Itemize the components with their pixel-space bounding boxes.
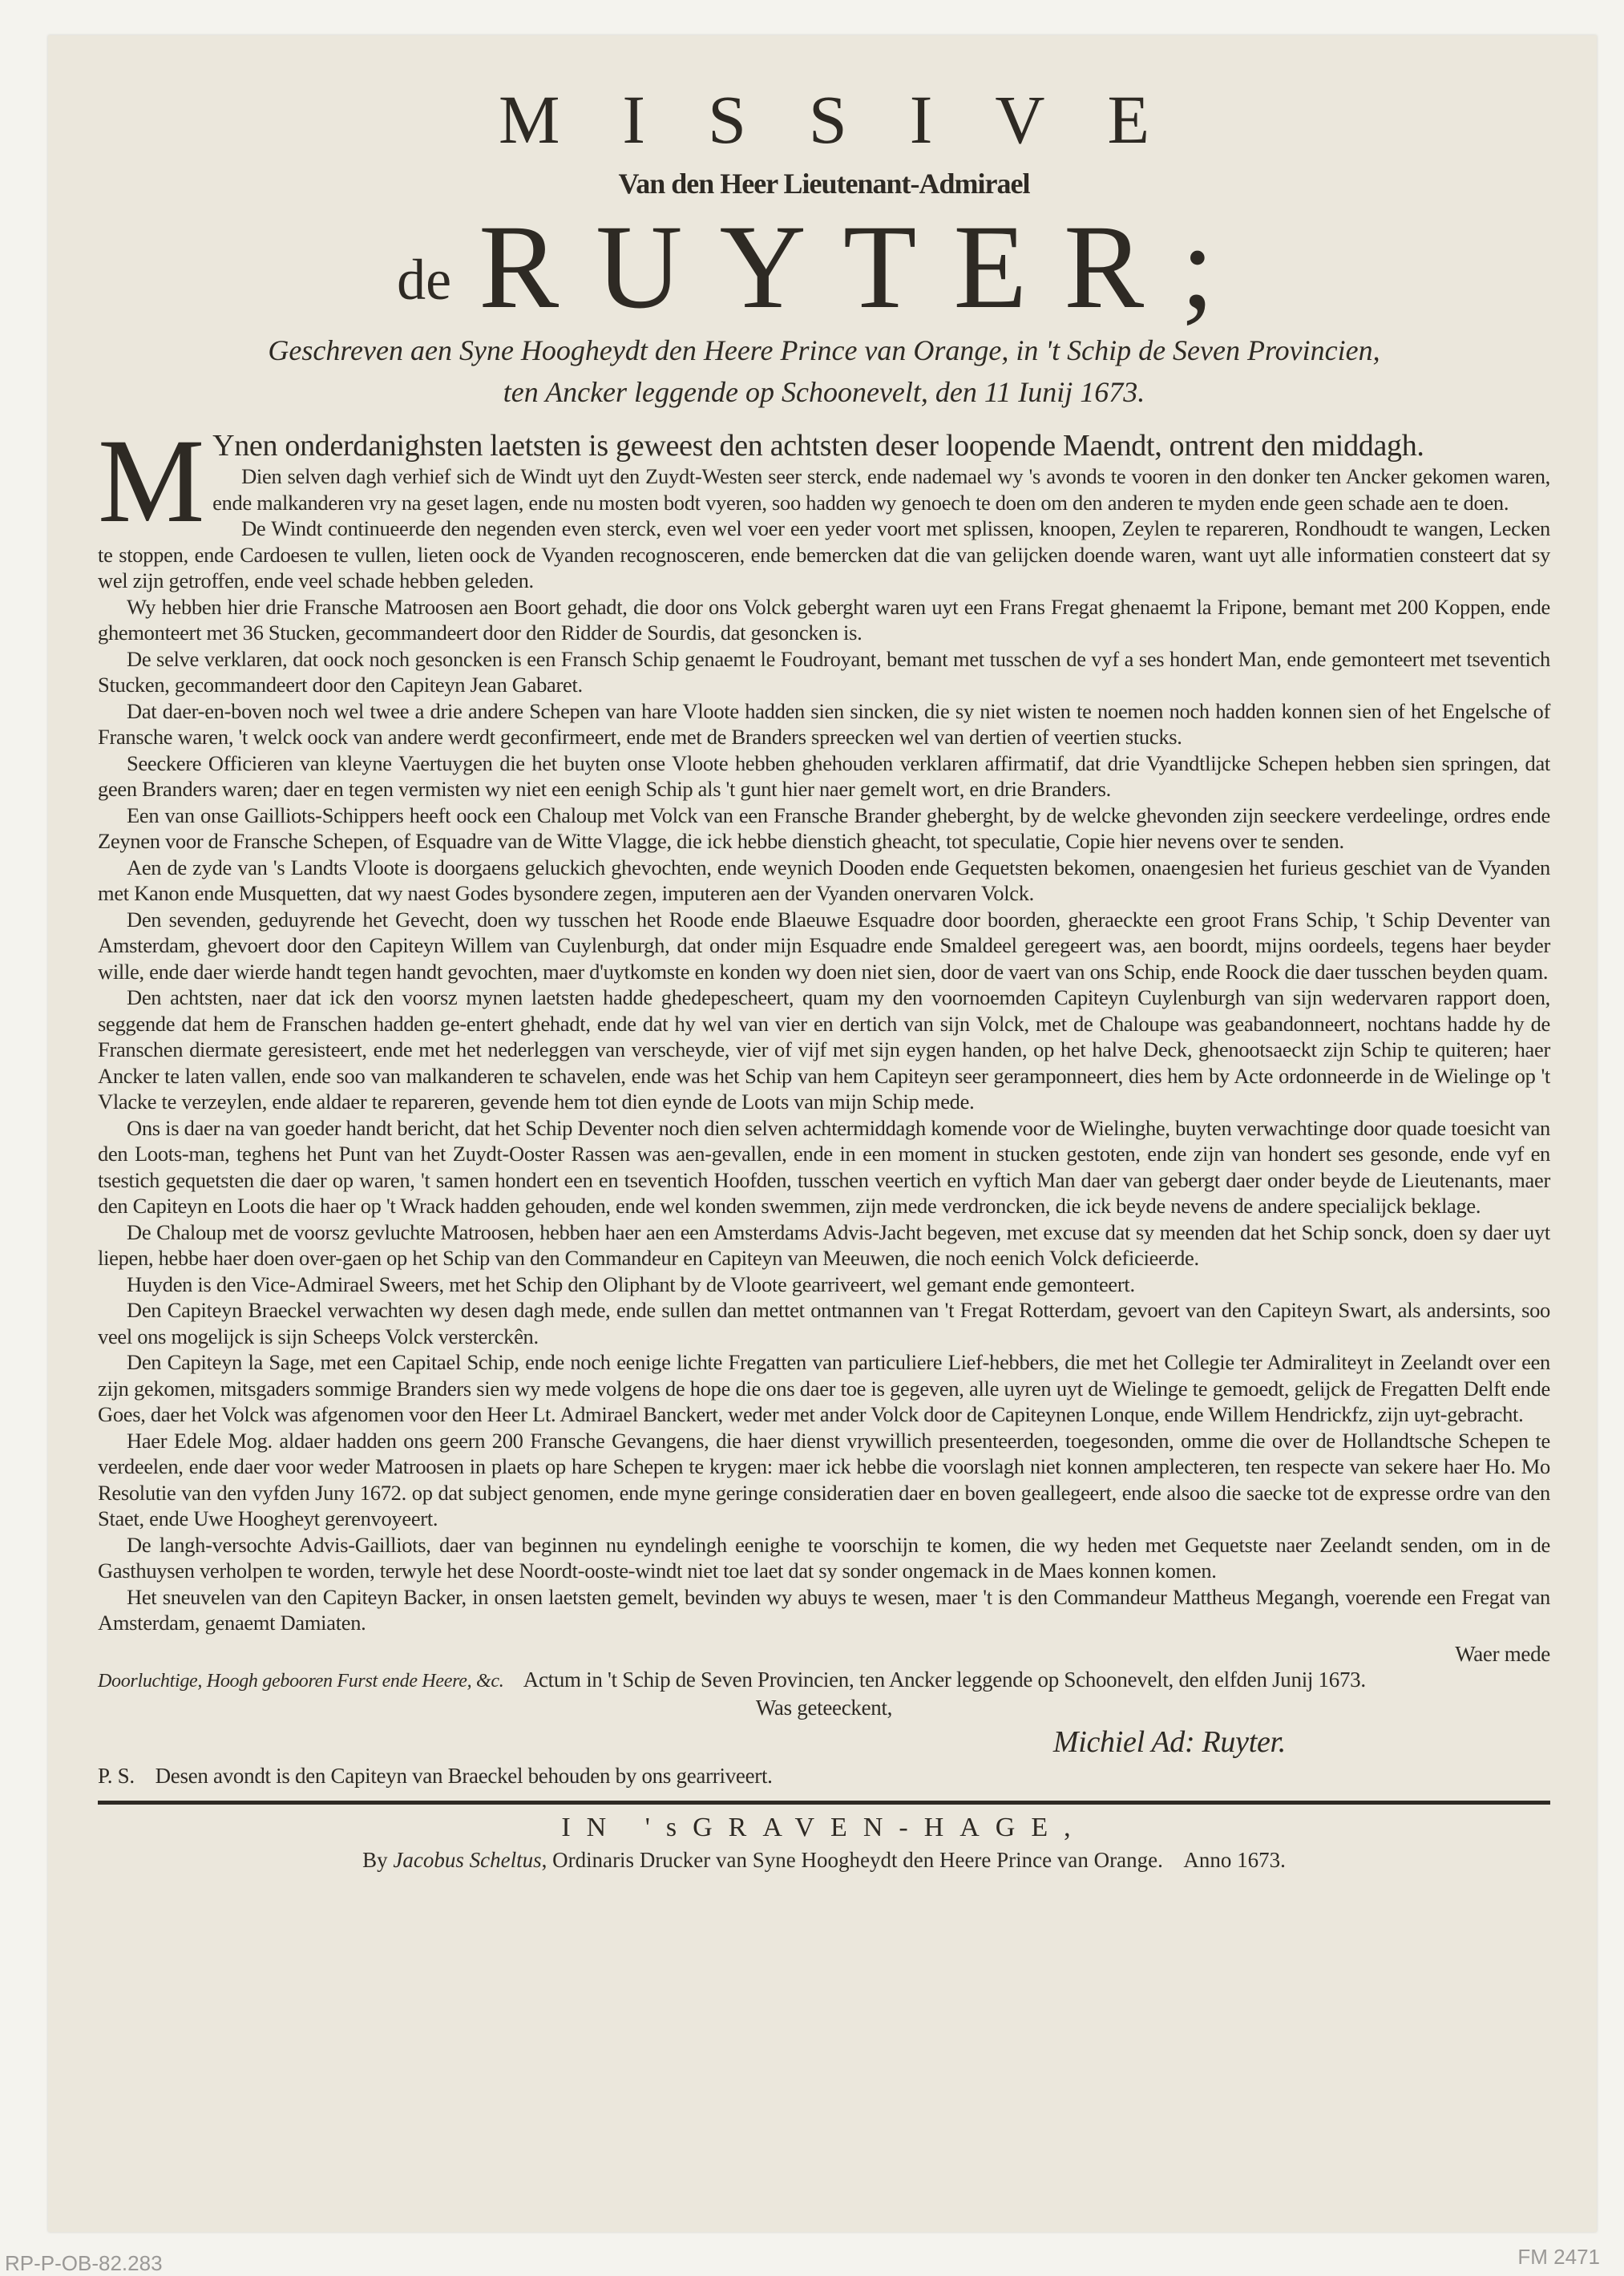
body-paragraph: Den Capiteyn la Sage, met een Capitael Schip, ende noch eenige lichte Fregatten van particuliere Lief-hebbers, die met het Collegie ter Admiraliteyt in Zeelandt over een zijn gekomen, mitsgaders sommige Branders sien wy mede volgens de hope die ons daer toe is gegeven, alle uyren uyt de Wielinge te gemoedt, gelijck de Fregatten Delft ende Goes, daer het Volck was afgenomen voor den Heer Lt. Admirael Banckert, weder met ander Volck door de Capiteynen Lonque, ende Willem Hendrickfz, zijn uyt-gebracht. <box>98 1350 1550 1426</box>
document-content <box>98 35 1550 1873</box>
imprint-line <box>98 1848 1550 1873</box>
imprint-rest: , Ordinaris Drucker van Syne Hoogheydt den Heere Prince van Orange. <box>541 1847 1163 1872</box>
body-paragraph: Ons is daer na van goeder handt bericht, dat het Schip Deventer noch dien selven achtermiddagh komende voor de Wielinghe, buyten verwachtinge door quade toesicht van den Loots-man, teghens het Punt van het Zuydt-Ooster Rassen was aen-gevallen, ende in een moment in stucken gestoten, ende zijn van hondert ses gesonde, ende vyf en tsestich gequetsten die daer op waren, 't samen hondert een en tseventich Hoofden, tusschen veertich en vyftich Man daer van gebergt daer onder beyde de Lieutenants, maer den Capiteyn en Loots die haer op 't Wrack hadden gehouden, ende wel konden swemmen, zijn mede verdroncken, die ick beyde nevens de andere specialijck beklage. <box>98 1115 1550 1218</box>
drop-cap: M <box>98 414 205 548</box>
inventory-number-right: FM 2471 <box>1517 2245 1600 2269</box>
document-title: MISSIVE <box>498 81 1213 158</box>
ps-label: P. S. <box>98 1764 135 1788</box>
body-paragraph: De Chaloup met de voorsz gevluchte Matroosen, hebben haer aen een Amsterdams Advis-Jacht begeven, met excuse dat sy meenden dat het Schip sonck, doen sy daer uyt liepen, hebbe haer doen over-gaen op het Schip van den Commandeur en Capiteyn van Meeuwen, die noch eenich Volck deficieerde. <box>98 1219 1550 1270</box>
body-paragraph: Wy hebben hier drie Fransche Matroosen aen Boort gehadt, die door ons Volck geberght waren uyt een Frans Fregat ghenaemt la Fripone, bemant met 200 Koppen, ende ghemonteert met 36 Stucken, gecommandeert door den Ridder de Sourdis, dat gesoncken is. <box>98 594 1550 645</box>
postscript <box>98 1763 1550 1789</box>
closing-paragraph <box>98 1667 1550 1695</box>
address-line-1: Geschreven aen Syne Hoogheydt den Heere Prince van Orange, in 't Schip de Seven Provincien, <box>268 334 1380 366</box>
broadsheet-paper <box>48 35 1597 2232</box>
body-paragraph: Het sneuvelen van den Capiteyn Backer, in onsen laetsten gemelt, bevinden wy abuys te wesen, maer 't is den Commandeur Mattheus Megangh, voerende een Fregat van Amsterdam, genaemt Damiaten. <box>98 1584 1550 1635</box>
ps-text: Desen avondt is den Capiteyn van Braeckel behouden by ons gearriveert. <box>155 1764 773 1788</box>
signature: Michiel Ad: Ruyter. <box>1052 1724 1286 1759</box>
body-paragraph: Huyden is den Vice-Admirael Sweers, met het Schip den Oliphant by de Vloote gearriveert, wel gemant ende gemonteert. <box>127 1271 1135 1296</box>
author-name-row <box>98 200 1550 334</box>
body-paragraph: Dat daer-en-boven noch wel twee a drie andere Schepen van hare Vloote hadden sien sincken, die sy niet wisten te noemen noch hadden konnen sien of het Engelsche of Fransche waren, 't welck oock van andere werdt geconfirmeert, ende met de Branders spreecken wel van dertien of veertien stucks. <box>98 698 1550 749</box>
document-subtitle: Van den Heer Lieutenant-Admirael <box>618 168 1030 200</box>
letter-body <box>98 414 1550 1789</box>
divider-rule <box>98 1801 1550 1805</box>
body-paragraph: Aen de zyde van 's Landts Vloote is doorgaens geluckich ghevochten, ende weynich Dooden ende Gequetsten bekomen, onaengesien het furieus geschiet van de Vyanden met Kanon ende Musquetten, dat wy naest Godes bysondere zegen, imputeren aen der Vyanden onervaren Volck. <box>98 855 1550 905</box>
body-paragraph: Haer Edele Mog. aldaer hadden ons geern 200 Fransche Gevangens, die haer dienst vrywillich presenteerden, toegesonden, omme die over de Hollandtsche Schepen te verdeelen, ende daer voor weder Matroosen in plaets op hare Schepen te krygen: maer ick hebbe die voorslagh niet konnen amplecteren, ten respecte van sekere haer Ho. Mo Resolutie van den vyfden Juny 1672. op dat subject genomen, ende myne geringe consideratien daer en boven geallegeert, ende alsoo die saecke tot de expresse ordre van den Staet, ende Uwe Hoogheyt gerenvoyeert. <box>98 1428 1550 1530</box>
imprint-by: By <box>362 1847 388 1872</box>
address-line-2: ten Ancker leggende op Schoonevelt, den 11 Iunij 1673. <box>503 376 1145 408</box>
body-paragraph: Een van onse Gailliots-Schippers heeft oock een Chaloup met Volck van een Fransche Brander gheberght, by de welcke ghevonden zijn seeckere verdeelinge, ordres ende Zeynen voor de Fransche Schepen, of Esquadre van de Witte Vlagge, die ick hebbe dienstich gheacht, tot speculatie, Copie hier nevens over te senden. <box>98 802 1550 853</box>
body-paragraph: Dien selven dagh verhief sich de Windt uyt den Zuydt-Westen seer sterck, ende nademael wy 's avonds te vooren in den donker ten Ancker gekomen waren, ende malkanderen vry na geset lagen, ende nu mosten bodt vyeren, soo hadden wy genoech te doen om den anderen te myden ende geen schade aen te doen. <box>212 464 1550 515</box>
opening-paragraph: Ynen onderdanighsten laetsten is geweest den achtsten deser loopende Maendt, ontrent den middagh. <box>212 429 1424 463</box>
closing-waer-mede: Waer mede <box>1455 1641 1550 1666</box>
body-paragraph: Seeckere Officieren van kleyne Vaertuygen die het buyten onse Vloote hebben ghehouden verklaren affirmatif, dat drie Vyandtlijcke Schepen hebben sien springen, dat geen Branders waren; daer en tegen vermisten wy niet een eenigh Schip als 't gunt hier naer gemelt wort, en drie Branders. <box>98 750 1550 801</box>
name-prefix: de <box>397 248 452 312</box>
closing-salutation: Doorluchtige, Hoogh gebooren Furst ende Heere, &c. <box>98 1671 504 1692</box>
inventory-number-left: RP-P-OB-82.283 <box>5 2251 163 2275</box>
body-paragraph: De selve verklaren, dat oock noch gesoncken is een Fransch Schip genaemt le Foudroyant, bemant met tusschen de vyf a ses hondert Man, ende gemonteert met tseventich Stucken, gecommandeert door den Capiteyn Jean Gabaret. <box>98 646 1550 697</box>
author-name: RUYTER; <box>479 200 1251 334</box>
paragraph-list <box>98 463 1550 1636</box>
body-paragraph: De Windt continueerde den negenden even sterck, even wel voer een yeder voort met splissen, knoopen, Zeylen te repareren, Rondhoudt te wangen, Lecken te stoppen, ende Cardoesen te vullen, lieten oock de Vyanden recognosceren, ende bemercken dat die van gelijcken doende waren, want uyt alle informatien consteert dat sy wel zijn getroffen, ende veel schade hebben geleden. <box>98 516 1550 592</box>
body-paragraph: Den Capiteyn Braeckel verwachten wy desen dagh mede, ende sullen dan mettet ontmannen van 't Fregat Rotterdam, gevoert van den Capiteyn Swart, als andersints, soo veel ons mogelijck is sijn Scheeps Volck versterckên. <box>98 1298 1550 1348</box>
body-paragraph: Den achtsten, naer dat ick den voorsz mynen laetsten hadde ghedepescheert, quam my den voornoemden Capiteyn Cuylenburgh van sijn wedervaren rapport doen, seggende dat hem de Franschen hadden ge-entert ghehadt, ende dat hy wel van vier en dertich van sijn Volck, met de Chaloupe was geabandonneert, nochtans hadde hy de Franschen diermate geresisteert, ende met het nederleggen van verscheyde, vier of vijf met sijn eygen handen, op het halve Deck, ghenootsaeckt zijn Schip te quiteren; haer Ancker te laten vallen, ende soo van malkanderen te schavelen, ende was het Schip van hem Capiteyn seer geramponneert, dies hem by Acte ordonneerde in de Wielinge op 't Vlacke te verzeylen, ende aldaer te repareren, gevende hem tot dien eynde de Loots van mijn Schip mede. <box>98 985 1550 1114</box>
body-paragraph: Den sevenden, geduyrende het Gevecht, doen wy tusschen het Roode ende Blaeuwe Esquadre door boorden, gheraeckte een groot Frans Schip, 't Schip Deventer van Amsterdam, ghevoert door den Capiteyn Willem van Cuylenburgh, dat onder mijn Esquadre ende Smaldeel geregeert was, aen boordt, mijns oordeels, tegens haer beyder wille, ende daer wierde handt tegen handt gevochten, maer d'uytkomste en konden wy doen niet sien, door de vaert van ons Schip, ende Roock die daer tusschen beyden quam. <box>98 907 1550 984</box>
signed-label: Was geteeckent, <box>755 1696 893 1720</box>
imprint-printer: Jacobus Scheltus <box>393 1847 542 1872</box>
closing-actum: Actum in 't Schip de Seven Provincien, ten Ancker leggende op Schoonevelt, den elfden Junij 1673. <box>523 1668 1366 1692</box>
imprint-year: Anno 1673. <box>1183 1847 1286 1872</box>
body-paragraph: De langh-versochte Advis-Gailliots, daer van beginnen nu eyndelingh eenighe te voorschijn te komen, die wy heden met Gequetste naer Zeelandt senden, om in de Gasthuysen verholpen te worden, terwyle het dese Noordt-ooste-windt niet toe laet dat sy sonder ongemack in de Maes konnen komen. <box>98 1532 1550 1583</box>
imprint-city: IN 'sGRAVEN-HAGE, <box>561 1812 1087 1842</box>
